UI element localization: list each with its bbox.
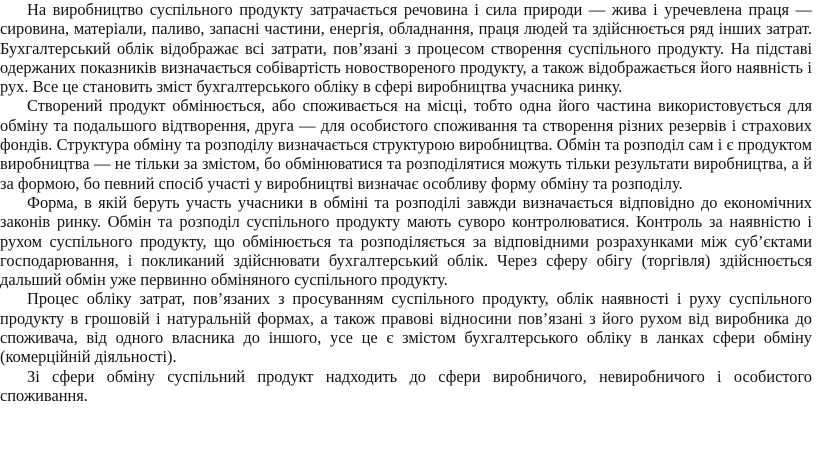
paragraph-exchange: Створений продукт обмінюється, або споживається на місці, тобто одна його частина використовується для обміну та подальшого відтворення, друга — для особистого споживання та створення різних резервів і страхових фондів. Структура обміну та розподілу визначається структурою виробництва. Обмін та розподіл сам і є продуктом виробництва — не тільки за змістом, бо обмінюватися та розподілятися можуть тільки результати виробництва, а й за формою, бо певний спосіб участі у виробництві визначає особливу форму обміну та розподілу. bbox=[0, 96, 812, 193]
paragraph-distribution-form: Форма, в якій беруть участь учасники в обміні та розподілі завжди визначається відповідно до економічних законів ринку. Обмін та розподіл суспільного продукту мають суворо контролюватися. Контроль за наявністю і рухом суспільного продукту, що обмінюється та розподіляється за відповідними розрахунками між суб’єктами господарювання, і покликаний здійснювати бухгалтерський облік. Через сферу обігу (торгівля) здійснюється дальший обмін уже первинно обміняного суспільного продукту. bbox=[0, 192, 812, 290]
paragraph-production: На виробництво суспільного продукту затрачається речовина і сила природи — жива і уречевлена праця — сировина, матеріали, паливо, запасні частини, енергія, обладнання, праця людей та здійснюється ряд інших затрат. Бухгалтерський облік відображає всі затрати, пов’язані з процесом створення суспільного продукту. На підставі одержаних показників визначається собівартість новоствореного продукту, а також відображається його наявність і рух. Все це становить зміст бухгалтерського обліку в сфері виробництва учасника ринку. bbox=[0, 0, 812, 97]
paragraph-consumption: Зі сфери обміну суспільний продукт надходить до сфери виробничого, невиробничого і особистого споживання. bbox=[0, 366, 812, 405]
paragraph-cost-accounting: Процес обліку затрат, пов’язаних з просуванням суспільного продукту, облік наявності і руху суспільного продукту в грошовій і натуральній формах, а також правові відносини пов’язані з його рухом від виробника до споживача, від одного власника до іншого, усе це є змістом бухгалтерського обліку в ланках сфери обміну (комерційній діяльності). bbox=[0, 289, 812, 367]
